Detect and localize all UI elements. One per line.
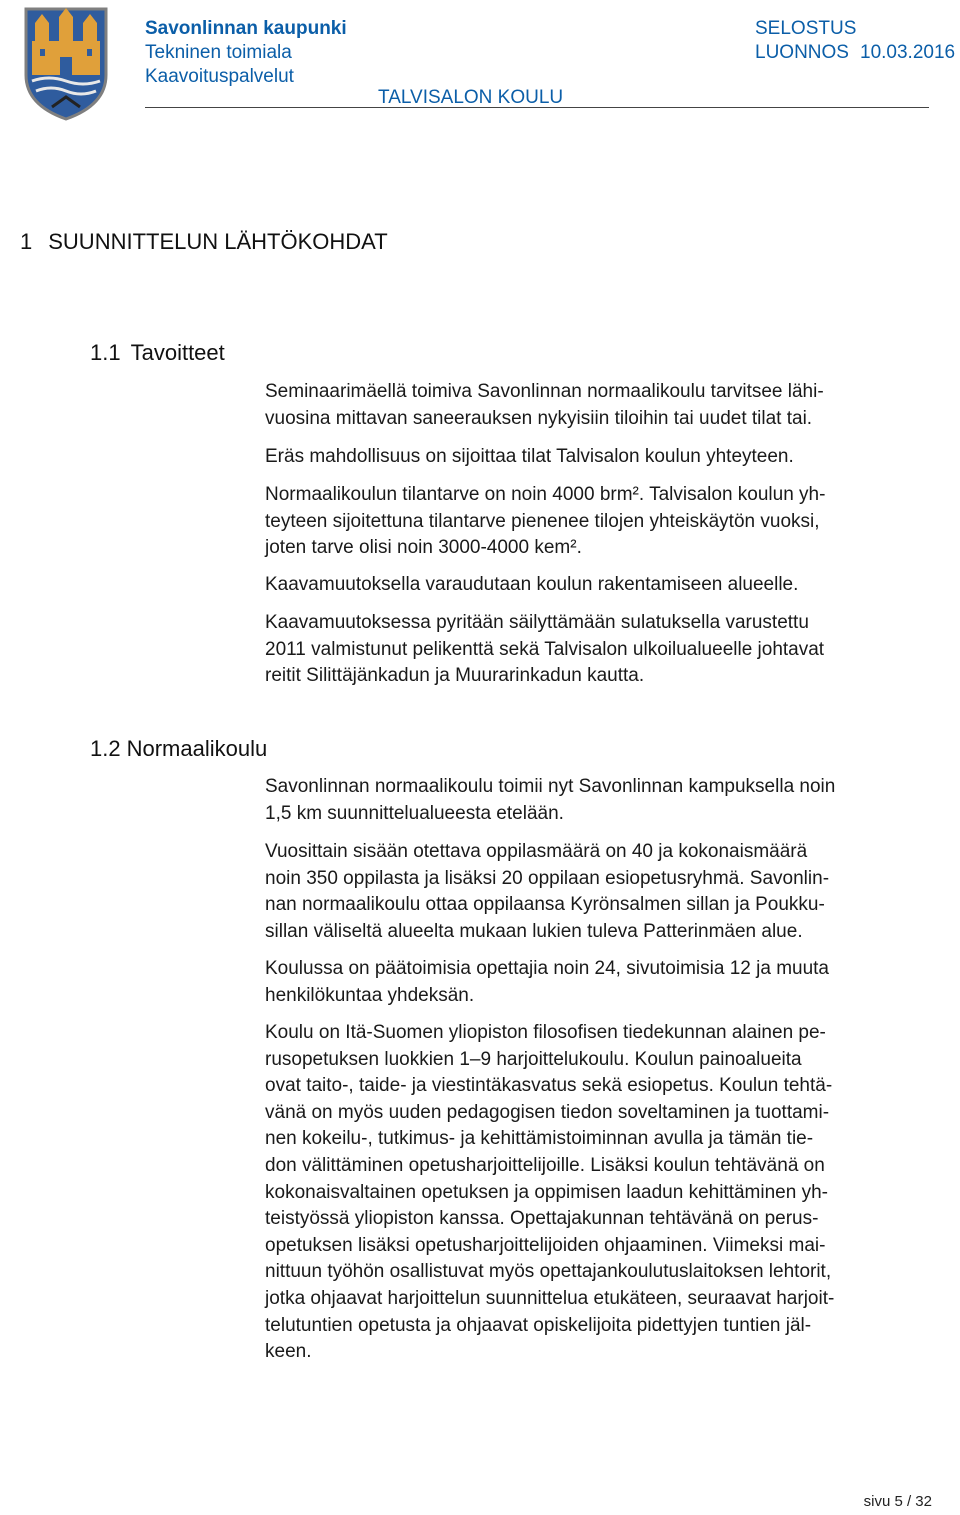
- text-line: vuosina mittavan saneerauksen nykyisiin tiloihin tai uudet tilat tai.: [265, 407, 813, 429]
- text-line: noin 350 oppilasta ja lisäksi 20 oppilaan esiopetusryhmä. Savonlin-: [265, 867, 830, 889]
- text-line: ovat taito-, taide- ja viestintäkasvatus sekä esiopetus. Koulun tehtä-: [265, 1075, 833, 1097]
- text-line: keen.: [265, 1341, 312, 1363]
- text-line: sillan väliseltä alueelta mukaan lukien tuleva Patterinmäen alue.: [265, 920, 803, 942]
- text-line: teyteen sijoitettuna tilantarve pienenee tilojen yhteiskäytön vuoksi,: [265, 510, 820, 532]
- chapter-number: 1: [20, 229, 33, 254]
- org-name: Savonlinnan kaupunki: [145, 18, 347, 39]
- text-line: Seminaarimäellä toimiva Savonlinnan normaalikoulu tarvitsee lähi-: [265, 381, 824, 402]
- paragraph: [265, 444, 955, 471]
- savonlinna-coat-of-arms-icon: [22, 5, 110, 123]
- text-line: nittuun työhön osallistuvat myös opettajankoulutuslaitoksen lehtorit,: [265, 1261, 832, 1283]
- text-line: don välittäminen opetusharjoittelijoille. Lisäksi koulun tehtävänä on: [265, 1154, 825, 1176]
- text-line: telutuntien opetusta ja ohjaavat opiskelijoita pidettyjen tuntien jäl-: [265, 1314, 812, 1336]
- text-line: rusopetuksen luokkien 1–9 harjoittelukoulu. Koulun painoalueita: [265, 1048, 802, 1070]
- section-heading-tavoitteet: [90, 340, 225, 366]
- doc-status: LUONNOS: [755, 42, 849, 63]
- doc-type: SELOSTUS: [755, 18, 857, 39]
- text-line: jotka ohjaavat harjoittelun suunnittelua etukäteen, seuraavat harjoit-: [265, 1287, 835, 1309]
- text-line: Kaavamuutoksella varaudutaan koulun rakentamiseen alueelle.: [265, 574, 799, 595]
- paragraph: [265, 610, 955, 690]
- text-line: Koulu on Itä-Suomen yliopiston filosofisen tiedekunnan alainen pe-: [265, 1022, 826, 1043]
- section-number: 1.2: [90, 736, 121, 761]
- header-divider: [145, 107, 929, 108]
- paragraph: [265, 482, 955, 562]
- text-line: vänä on myös uuden pedagogisen tiedon soveltaminen ja tuottami-: [265, 1101, 830, 1123]
- chapter-title: SUUNNITTELUN LÄHTÖKOHDAT: [48, 229, 388, 254]
- paragraph: [265, 774, 955, 827]
- paragraph: [265, 839, 955, 945]
- unit: Kaavoituspalvelut: [145, 66, 294, 87]
- text-line: opetuksen lisäksi opetusharjoittelijoiden ohjaaminen. Viimeksi mai-: [265, 1234, 826, 1256]
- section-number: 1.1: [90, 340, 121, 365]
- section-heading-normaalikoulu: [90, 736, 267, 762]
- text-line: Savonlinnan normaalikoulu toimii nyt Savonlinnan kampuksella noin: [265, 776, 836, 797]
- text-line: reitit Silittäjänkadun ja Muurarinkadun kautta.: [265, 665, 645, 687]
- section-title: Normaalikoulu: [126, 736, 268, 761]
- text-line: nan normaalikoulu ottaa oppilaansa Kyrönsalmen sillan ja Poukku-: [265, 894, 825, 916]
- text-line: 1,5 km suunnittelualueesta etelään.: [265, 802, 564, 824]
- text-line: Normaalikoulun tilantarve on noin 4000 brm². Talvisalon koulun yh-: [265, 484, 826, 505]
- text-line: Koulussa on päätoimisia opettajia noin 24, sivutoimisia 12 ja muuta: [265, 958, 829, 979]
- text-line: teistyössä yliopiston kanssa. Opettajakunnan tehtävänä on perus-: [265, 1208, 819, 1230]
- text-line: Vuosittain sisään otettava oppilasmäärä on 40 ja kokonaismäärä: [265, 841, 808, 862]
- project-title: TALVISALON KOULU: [378, 87, 564, 108]
- text-line: Kaavamuutoksessa pyritään säilyttämään sulatuksella varustettu: [265, 612, 809, 633]
- page-number: sivu 5 / 32: [863, 1493, 932, 1510]
- text-line: 2011 valmistunut pelikenttä sekä Talvisalon ulkoilualueelle johtavat: [265, 638, 825, 660]
- text-line: henkilökuntaa yhdeksän.: [265, 984, 475, 1006]
- paragraph: [265, 956, 955, 1009]
- paragraph: [265, 1020, 955, 1366]
- department: Tekninen toimiala: [145, 42, 292, 63]
- doc-date: 10.03.2016: [860, 42, 956, 63]
- text-line: kokonaisvaltainen opetuksen ja oppimisen laadun kehittäminen yh-: [265, 1181, 828, 1203]
- text-line: joten tarve olisi noin 3000-4000 kem².: [265, 537, 582, 559]
- text-line: nen kokeilu-, tutkimus- ja kehittämistoiminnan avulla ja tämän tie-: [265, 1128, 814, 1150]
- section-title: Tavoitteet: [130, 340, 225, 365]
- text-line: Eräs mahdollisuus on sijoittaa tilat Talvisalon koulun yhteyteen.: [265, 446, 794, 467]
- chapter-heading: [20, 229, 388, 255]
- paragraph: [265, 379, 955, 432]
- paragraph: [265, 572, 955, 599]
